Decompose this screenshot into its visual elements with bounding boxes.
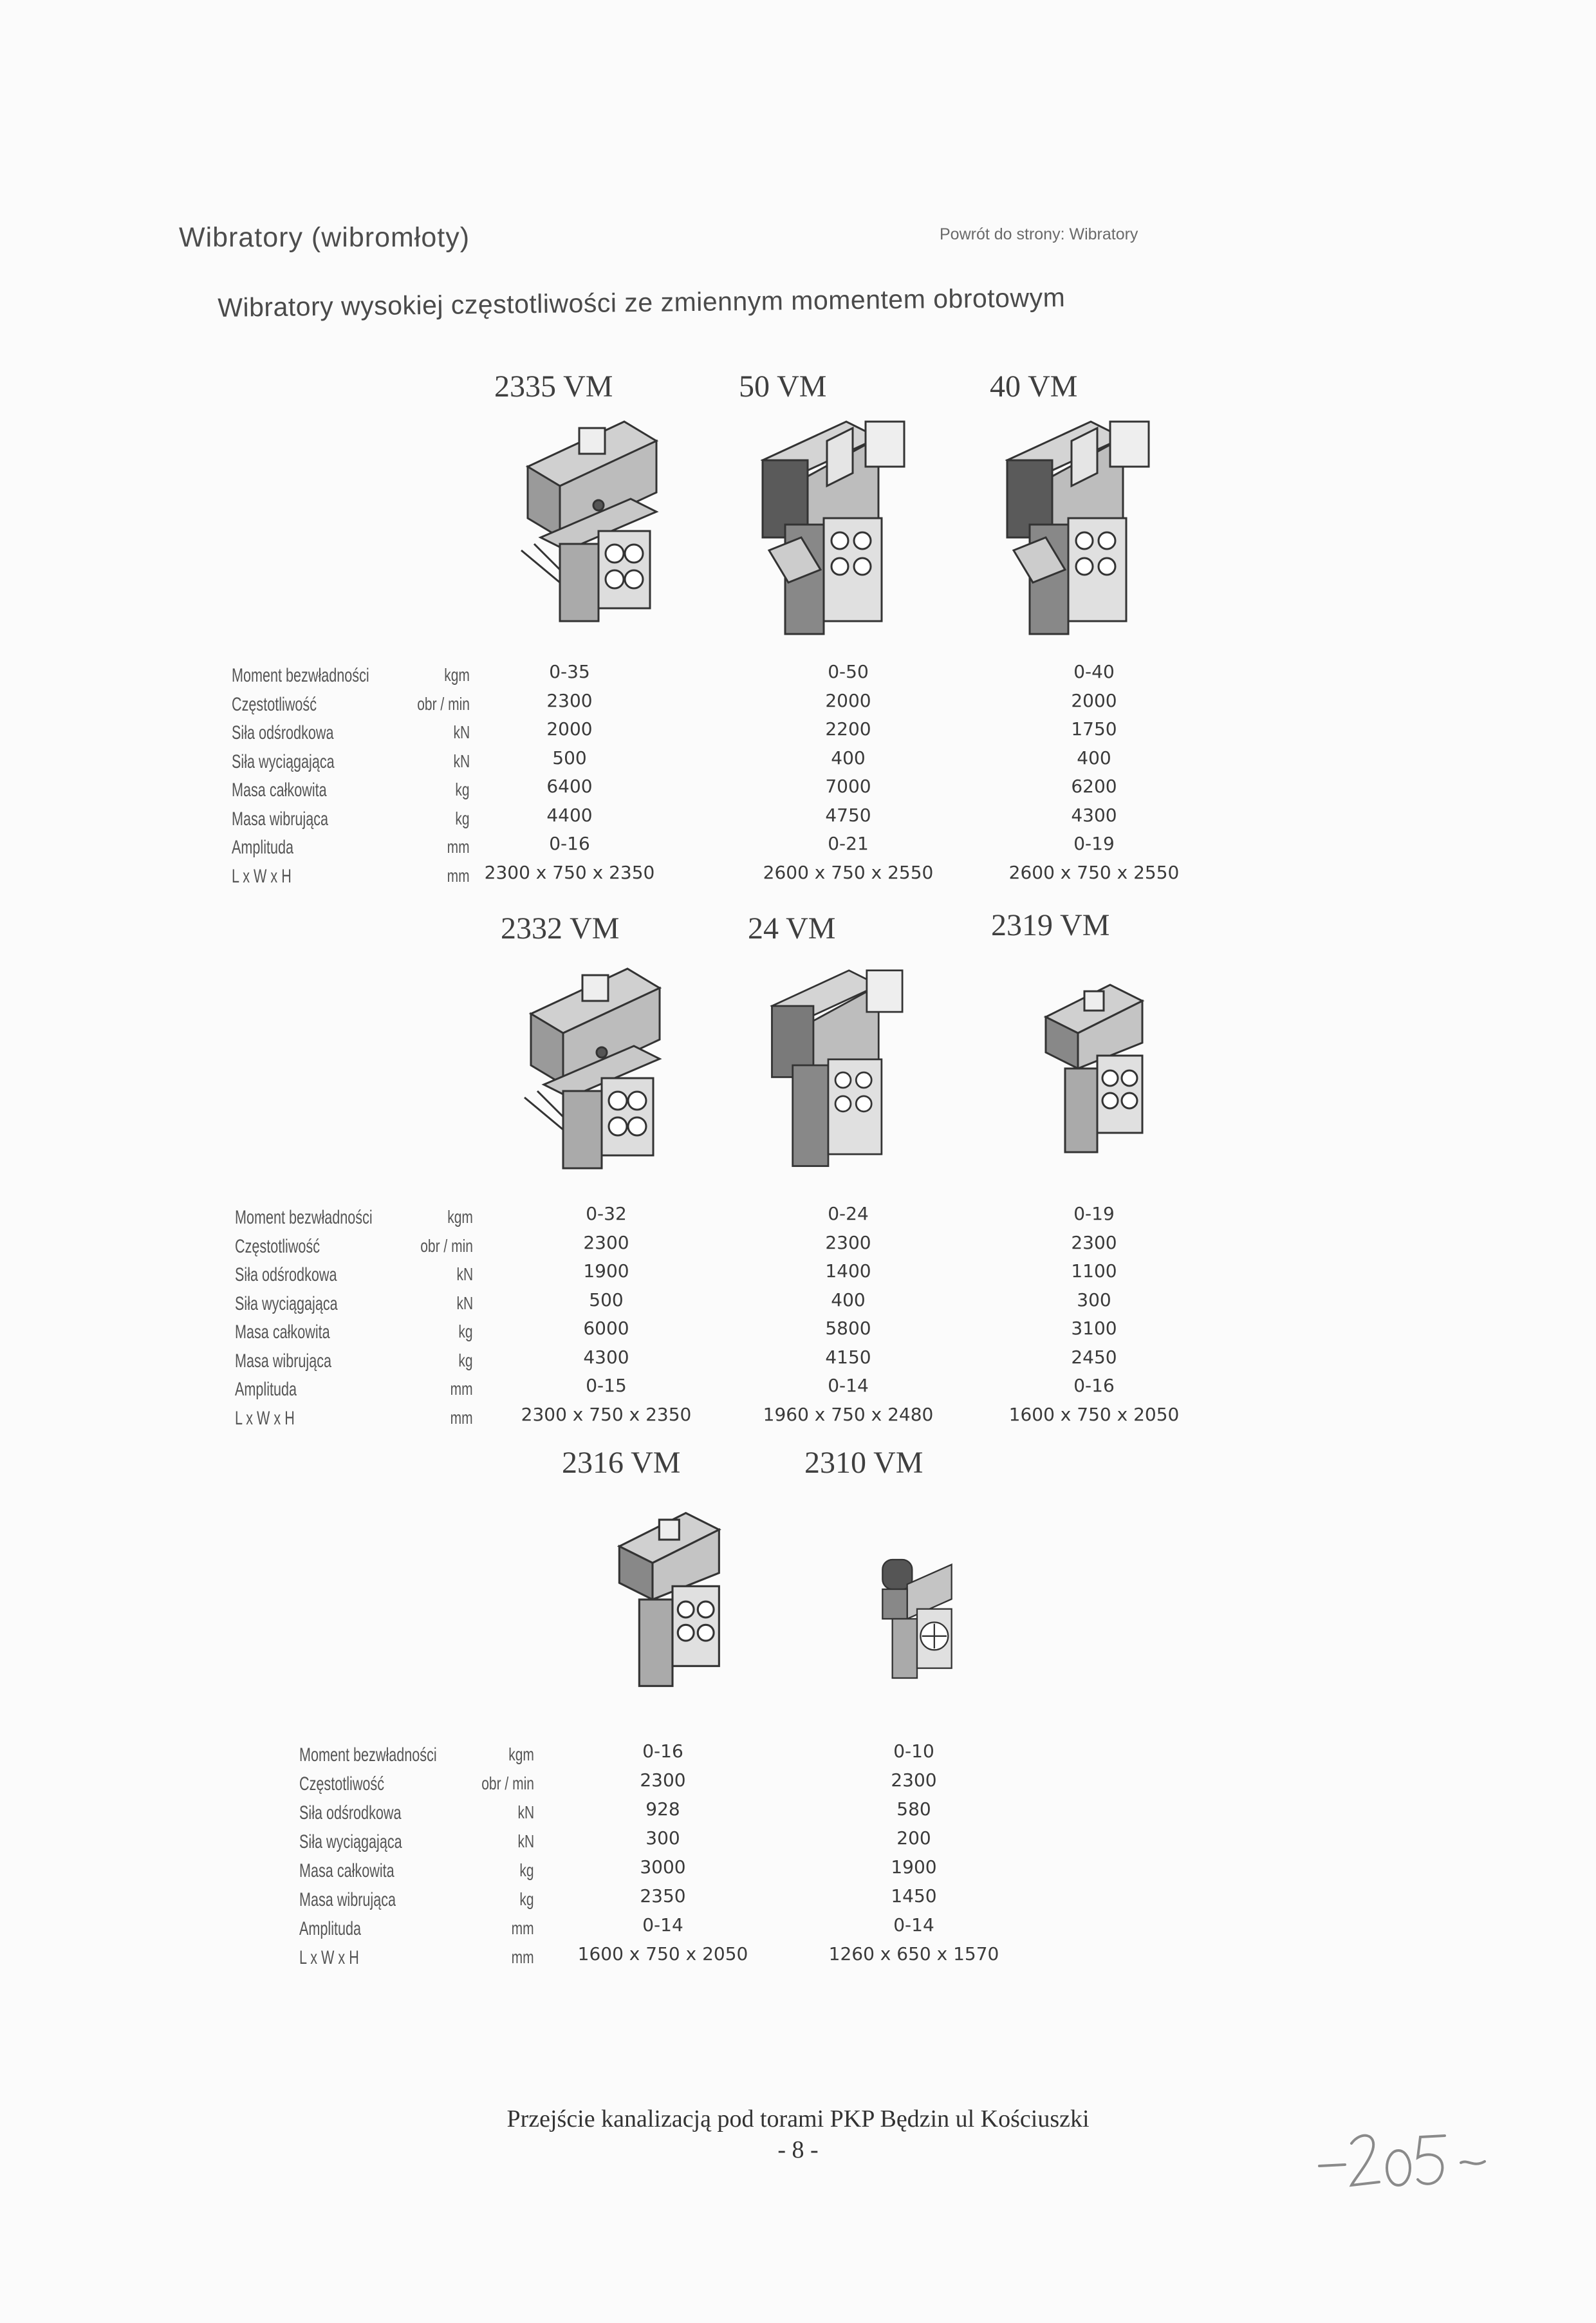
- small-vibratory-hammer-icon: [595, 1500, 750, 1699]
- spec-value-vibrating-mass: 4150: [825, 1346, 871, 1368]
- small-vibratory-hammer-icon: [859, 1545, 975, 1693]
- spec-label-amplitude: Amplituda: [232, 837, 294, 858]
- spec-label-pulling-force: Siła wyciągająca: [235, 1292, 338, 1314]
- spec-label-moment: Moment bezwładności: [299, 1744, 437, 1766]
- spec-value-moment: 0-32: [586, 1203, 627, 1224]
- spec-unit-dimensions: mm: [450, 1407, 473, 1428]
- spec-value-amplitude: 0-14: [828, 1375, 869, 1396]
- spec-value-vibrating-mass: 4750: [825, 804, 871, 826]
- spec-label-vibrating-mass: Masa wibrująca: [299, 1889, 396, 1910]
- spec-unit-pulling-force: kN: [453, 751, 470, 771]
- spec-unit-frequency: obr / min: [417, 693, 470, 714]
- spec-label-pulling-force: Siła wyciągająca: [299, 1831, 402, 1852]
- spec-value-dimensions: 1960 x 750 x 2480: [763, 1403, 934, 1425]
- spec-value-total-mass: 5800: [825, 1318, 871, 1339]
- spec-label-moment: Moment bezwładności: [235, 1207, 373, 1228]
- spec-unit-frequency: obr / min: [481, 1773, 534, 1793]
- spec-label-total-mass: Masa całkowita: [232, 779, 327, 801]
- spec-value-frequency: 2300: [583, 1231, 629, 1253]
- handwritten-page-number-icon: [1316, 2118, 1490, 2201]
- spec-value-centrifugal-force: 2200: [825, 718, 871, 740]
- spec-label-dimensions: L x W x H: [232, 865, 292, 887]
- spec-value-pulling-force: 400: [831, 747, 866, 769]
- spec-label-frequency: Częstotliwość: [299, 1773, 385, 1795]
- spec-value-centrifugal-force: 580: [896, 1798, 931, 1820]
- spec-value-dimensions: 1600 x 750 x 2050: [577, 1943, 748, 1964]
- model-title-40vm: 40 VM: [990, 369, 1078, 404]
- spec-value-total-mass: 3000: [640, 1856, 686, 1878]
- spec-value-pulling-force: 200: [896, 1827, 931, 1849]
- spec-value-total-mass: 3100: [1071, 1318, 1117, 1339]
- spec-value-dimensions: 2300 x 750 x 2350: [484, 861, 655, 883]
- spec-unit-moment: kgm: [447, 1207, 473, 1227]
- spec-unit-moment: kgm: [508, 1744, 534, 1764]
- spec-unit-vibrating-mass: kg: [455, 808, 470, 828]
- spec-value-vibrating-mass: 2350: [640, 1885, 686, 1907]
- back-link[interactable]: Powrót do strony: Wibratory: [940, 225, 1138, 243]
- spec-value-total-mass: 1900: [891, 1856, 937, 1878]
- wide-vibratory-hammer-icon: [502, 415, 695, 628]
- spec-value-frequency: 2000: [825, 689, 871, 711]
- spec-value-total-mass: 6200: [1071, 776, 1117, 797]
- spec-value-moment: 0-10: [893, 1740, 934, 1762]
- spec-unit-amplitude: mm: [450, 1379, 473, 1399]
- spec-value-total-mass: 6000: [583, 1318, 629, 1339]
- page-title: Wibratory (wibromłoty): [179, 222, 470, 253]
- spec-value-dimensions: 2600 x 750 x 2550: [1008, 861, 1180, 883]
- spec-value-pulling-force: 400: [1077, 747, 1111, 769]
- spec-value-moment: 0-19: [1073, 1203, 1115, 1224]
- tall-vibratory-hammer-icon: [994, 402, 1174, 647]
- spec-value-pulling-force: 400: [831, 1289, 866, 1311]
- spec-unit-centrifugal-force: kN: [453, 722, 470, 742]
- spec-unit-dimensions: mm: [447, 865, 470, 886]
- model-title-24vm: 24 VM: [748, 911, 836, 946]
- spec-label-pulling-force: Siła wyciągająca: [232, 751, 335, 772]
- spec-value-centrifugal-force: 2000: [546, 718, 593, 740]
- spec-value-amplitude: 0-14: [642, 1914, 683, 1936]
- spec-value-amplitude: 0-16: [1073, 1375, 1115, 1396]
- spec-unit-centrifugal-force: kN: [456, 1264, 473, 1284]
- spec-value-frequency: 2300: [640, 1769, 686, 1791]
- spec-unit-vibrating-mass: kg: [458, 1350, 473, 1370]
- spec-value-dimensions: 1600 x 750 x 2050: [1008, 1403, 1180, 1425]
- spec-label-amplitude: Amplituda: [235, 1379, 297, 1400]
- spec-value-frequency: 2300: [546, 689, 593, 711]
- spec-value-vibrating-mass: 1450: [891, 1885, 937, 1907]
- spec-unit-total-mass: kg: [455, 779, 470, 799]
- tall-vibratory-hammer-icon: [750, 402, 930, 647]
- footer-page-number: - 8 -: [777, 2136, 819, 2163]
- spec-value-dimensions: 2600 x 750 x 2550: [763, 861, 934, 883]
- spec-value-vibrating-mass: 4400: [546, 804, 593, 826]
- spec-value-frequency: 2300: [825, 1231, 871, 1253]
- spec-unit-moment: kgm: [444, 665, 470, 685]
- spec-label-total-mass: Masa całkowita: [235, 1321, 330, 1343]
- spec-value-vibrating-mass: 2450: [1071, 1346, 1117, 1368]
- spec-value-centrifugal-force: 1900: [583, 1260, 629, 1282]
- spec-label-frequency: Częstotliwość: [235, 1235, 320, 1257]
- spec-value-centrifugal-force: 1750: [1071, 718, 1117, 740]
- spec-value-frequency: 2000: [1071, 689, 1117, 711]
- spec-label-frequency: Częstotliwość: [232, 693, 317, 715]
- spec-value-frequency: 2300: [891, 1769, 937, 1791]
- spec-unit-centrifugal-force: kN: [517, 1802, 534, 1822]
- spec-value-moment: 0-40: [1073, 661, 1115, 682]
- spec-label-moment: Moment bezwładności: [232, 665, 369, 686]
- model-title-2316vm: 2316 VM: [562, 1446, 681, 1480]
- spec-value-pulling-force: 300: [645, 1827, 680, 1849]
- spec-value-pulling-force: 500: [589, 1289, 624, 1311]
- spec-value-frequency: 2300: [1071, 1231, 1117, 1253]
- spec-unit-frequency: obr / min: [420, 1235, 473, 1256]
- small-vibratory-hammer-icon: [1026, 972, 1168, 1165]
- spec-label-dimensions: L x W x H: [235, 1407, 295, 1429]
- spec-label-centrifugal-force: Siła odśrodkowa: [299, 1802, 402, 1824]
- spec-value-vibrating-mass: 4300: [583, 1346, 629, 1368]
- spec-label-dimensions: L x W x H: [299, 1947, 359, 1968]
- model-title-2335vm: 2335 VM: [494, 369, 613, 404]
- wide-vibratory-hammer-icon: [505, 959, 698, 1178]
- spec-label-centrifugal-force: Siła odśrodkowa: [235, 1264, 337, 1285]
- spec-unit-pulling-force: kN: [456, 1292, 473, 1313]
- spec-unit-total-mass: kg: [519, 1860, 534, 1880]
- spec-value-centrifugal-force: 1100: [1071, 1260, 1117, 1282]
- spec-label-vibrating-mass: Masa wibrująca: [232, 808, 329, 830]
- spec-value-centrifugal-force: 1400: [825, 1260, 871, 1282]
- spec-unit-amplitude: mm: [447, 837, 470, 857]
- spec-value-total-mass: 7000: [825, 776, 871, 797]
- spec-unit-vibrating-mass: kg: [519, 1889, 534, 1909]
- spec-value-moment: 0-50: [828, 661, 869, 682]
- spec-label-centrifugal-force: Siła odśrodkowa: [232, 722, 334, 743]
- spec-value-moment: 0-24: [828, 1203, 869, 1224]
- spec-unit-dimensions: mm: [512, 1947, 534, 1967]
- spec-value-amplitude: 0-19: [1073, 833, 1115, 854]
- spec-value-pulling-force: 300: [1077, 1289, 1111, 1311]
- model-title-2319vm: 2319 VM: [991, 908, 1110, 942]
- spec-value-amplitude: 0-21: [828, 833, 869, 854]
- spec-unit-total-mass: kg: [458, 1321, 473, 1341]
- model-title-2310vm: 2310 VM: [804, 1446, 923, 1480]
- model-title-50vm: 50 VM: [739, 369, 827, 404]
- spec-label-amplitude: Amplituda: [299, 1918, 362, 1939]
- model-title-2332vm: 2332 VM: [501, 911, 620, 946]
- spec-value-amplitude: 0-15: [586, 1375, 627, 1396]
- spec-unit-pulling-force: kN: [517, 1831, 534, 1851]
- tall-vibratory-hammer-icon: [759, 953, 927, 1178]
- spec-value-pulling-force: 500: [552, 747, 587, 769]
- section-heading: Wibratory wysokiej częstotliwości ze zmiennym momentem obrotowym: [218, 282, 1066, 322]
- spec-value-moment: 0-16: [642, 1740, 683, 1762]
- spec-label-total-mass: Masa całkowita: [299, 1860, 394, 1881]
- spec-unit-amplitude: mm: [512, 1918, 534, 1938]
- spec-value-amplitude: 0-14: [893, 1914, 934, 1936]
- spec-value-total-mass: 6400: [546, 776, 593, 797]
- spec-label-vibrating-mass: Masa wibrująca: [235, 1350, 332, 1372]
- spec-value-dimensions: 1260 x 650 x 1570: [828, 1943, 999, 1964]
- spec-value-moment: 0-35: [549, 661, 590, 682]
- spec-value-dimensions: 2300 x 750 x 2350: [521, 1403, 692, 1425]
- spec-value-vibrating-mass: 4300: [1071, 804, 1117, 826]
- footer-title: Przejście kanalizacją pod torami PKP Będzin ul Kościuszki: [506, 2105, 1090, 2132]
- spec-value-centrifugal-force: 928: [645, 1798, 680, 1820]
- spec-value-amplitude: 0-16: [549, 833, 590, 854]
